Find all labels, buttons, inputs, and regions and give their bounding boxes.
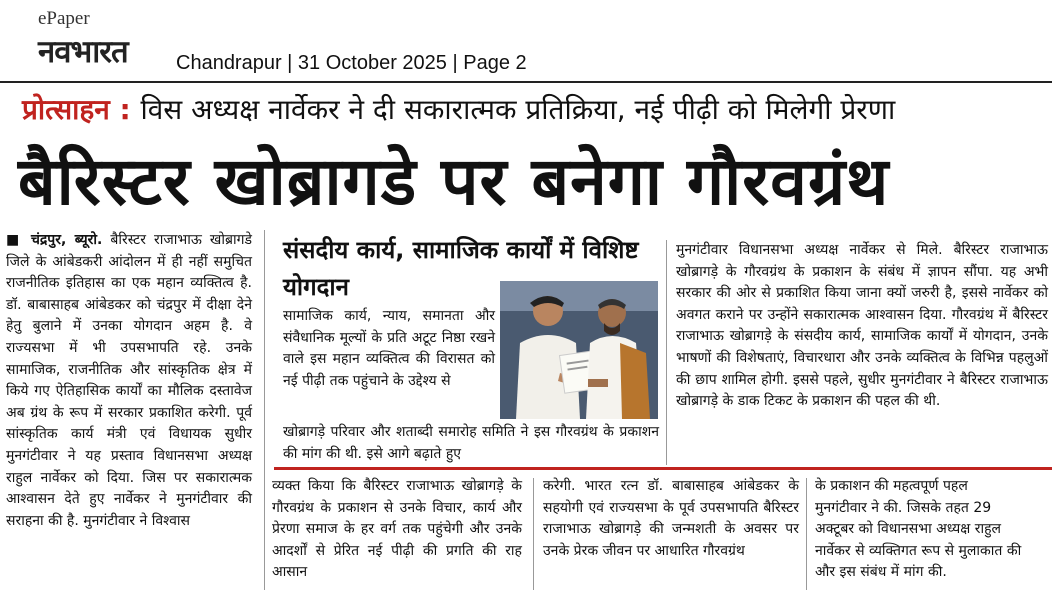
dateline: चंद्रपुर, ब्यूरो. [30,232,103,248]
column-divider [533,478,534,590]
column-divider [264,230,265,590]
section-divider-red [274,467,1052,470]
subheading: संसदीय कार्य, सामाजिक कार्यों में विशिष्ट योगदान [283,236,639,301]
column-divider [666,240,667,465]
lower-column-a: व्यक्त किया कि बैरिस्टर राजाभाऊ खोब्रागड़े के गौरवग्रंथ के प्रकाशन से उनके विचार, कार्य और प्रेरणा समाज के हर वर्ग तक पहुंचेगी और उनके आदर्शों से प्रेरित नई पीढ़ी की प्रगति की राह आसान [272,478,522,581]
epaper-label: ePaper [38,8,90,29]
column-1-text: बैरिस्टर राजाभाऊ खोब्रागडे जिले के आंबेडकरी आंदोलन में ही नहीं समुचित राजनीतिक इतिहास का एक महान व्यक्तित्व है. डॉ. बाबासाहब आंबेडकर को चंद्रपुर में दीक्षा देने हेतु बुलाने में उनका योगदान अहम है. वे राज्यसभा में भी उपसभापति रहे. उनके सामाजिक, राजनीतिक और सांस्कृतिक क्षेत्र में किये गए ऐतिहासिक कार्यों का मौलिक दस्तावेज अब ग्रंथ के रूप में सरकार प्रकाशित करेगी. पूर्व सांस्कृतिक कार्य मंत्री एवं विधायक सुधीर मुनगंटीवार ने यह प्रस्ताव विधानसभा अध्यक्ष राहुल नार्वेकर को दिया. जिस पर सकारात्मक आश्वासन देते हुए नार्वेकर ने मुनगंटीवार की सराहना की है. मुनगंटीवार ने विश्वास [6,232,252,529]
headline: बैरिस्टर खोब्रागडे पर बनेगा गौरवग्रंथ [18,143,890,220]
newspaper-logo: नवभारत [38,34,128,70]
lower-column-c-line: अक्टूबर को विधानसभा अध्यक्ष राहुल [815,521,1002,538]
column-divider [806,478,807,590]
edition-line: Chandrapur | 31 October 2025 | Page 2 [176,52,527,74]
bullet-icon: ■ [6,232,31,248]
kicker-text: विस अध्यक्ष नार्वेकर ने दी सकारात्मक प्रतिक्रिया, नई पीढ़ी को मिलेगी प्रेरणा [140,93,896,126]
photo-illustration [500,281,658,419]
header-divider [0,81,1052,83]
news-photo [500,281,658,419]
kicker [22,90,895,128]
lower-column-c-line: नार्वेकर से व्यक्तिगत रूप से मुलाकात की [815,542,1022,559]
lower-column-c-line: के प्रकाशन की महत्वपूर्ण पहल [815,478,968,494]
lower-column-c-line: मुनगंटीवार ने की. जिसके तहत 29 [815,499,992,516]
lower-column-c-line: और इस संबंध में मांग की. [815,564,947,581]
lower-column-c [815,476,1052,584]
kicker-label: प्रोत्साहन : [22,93,131,126]
column-2-top-text: सामाजिक कार्य, न्याय, समानता और संवैधानिक मूल्यों के प्रति अटूट निष्ठा रखने वाले इस महान व्यक्तित्व की विरासत को नई पीढ़ी तक पहुंचाने के उद्देश्य से [283,308,495,389]
lower-column-b: करेगी. भारत रत्न डॉ. बाबासाहब आंबेडकर के सहयोगी एवं राज्यसभा के पूर्व उपसभापति बैरिस्टर राजाभाऊ खोब्रागड़े की जन्मशती के अवसर पर उनके प्रेरक जीवन पर आधारित गौरवग्रंथ [543,478,799,559]
article-column-3: मुनगंटीवार विधानसभा अध्यक्ष नार्वेकर से मिले. बैरिस्टर राजाभाऊ खोब्रागड़े के गौरवग्रंथ के प्रकाशन के संबंध में ज्ञापन सौंपा. यह अभी सरकार की ओर से प्रकाशित किया जाना क्यों जरुरी है, इससे नार्वेकर को अवगत कराने पर उन्होंने सकारात्मक आश्वासन दिया. गौरवग्रंथ में बैरिस्टर राजाभाऊ खोब्रागड़े के संसदीय कार्य, सामाजिक कार्यों में योगदान, उनके भाषणों की विशेषताएं, विचारधारा और उनके व्यक्तित्व के विभिन्न पहलुओं की छाप शामिल होगी. इससे पहले, सुधीर मुनगंटीवार ने बैरिस्टर राजाभाऊ खोब्रागड़े के डाक टिकट के प्रकाशन की पहल की थी. [676,242,1048,410]
article-column-1 [6,230,252,532]
column-2-bottom-text: खोब्रागड़े परिवार और शताब्दी समारोह समिति ने इस गौरवग्रंथ के प्रकाशन की मांग की थी. इसे आगे बढ़ाते हुए [283,424,659,462]
